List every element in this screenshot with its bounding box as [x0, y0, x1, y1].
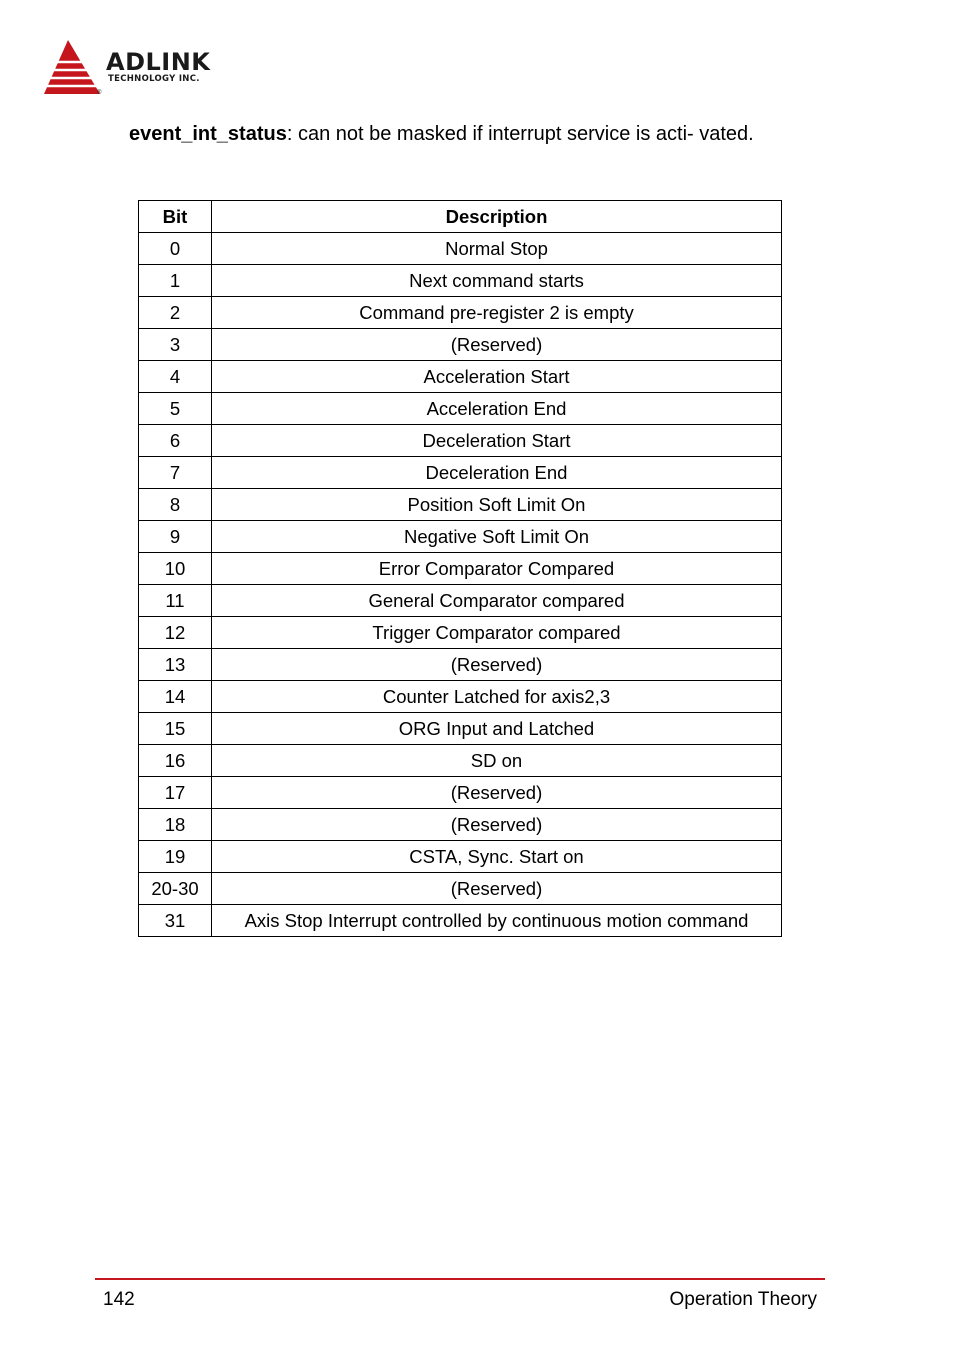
description-cell: (Reserved): [212, 777, 782, 809]
bit-cell: 9: [139, 521, 212, 553]
description-cell: (Reserved): [212, 809, 782, 841]
table-row: [139, 681, 782, 713]
table-row: [139, 585, 782, 617]
table-row: [139, 233, 782, 265]
bit-cell: 4: [139, 361, 212, 393]
table-row: [139, 329, 782, 361]
table-row: [139, 745, 782, 777]
bit-cell: 5: [139, 393, 212, 425]
description-cell: Command pre-register 2 is empty: [212, 297, 782, 329]
intro-paragraph: [129, 121, 792, 148]
description-cell: CSTA, Sync. Start on: [212, 841, 782, 873]
description-cell: (Reserved): [212, 873, 782, 905]
table-row: [139, 713, 782, 745]
bit-cell: 17: [139, 777, 212, 809]
bit-cell: 31: [139, 905, 212, 937]
description-cell: (Reserved): [212, 329, 782, 361]
table-row: [139, 649, 782, 681]
description-cell: SD on: [212, 745, 782, 777]
bit-cell: 16: [139, 745, 212, 777]
bit-cell: 0: [139, 233, 212, 265]
intro-text: : can not be masked if interrupt service is acti- vated.: [286, 123, 754, 145]
description-cell: Deceleration End: [212, 457, 782, 489]
brand-subtitle: TECHNOLOGY INC.: [108, 74, 200, 84]
table-row: [139, 489, 782, 521]
table-row: [139, 905, 782, 937]
adlink-logo: [42, 38, 242, 100]
bit-cell: 11: [139, 585, 212, 617]
table-row: [139, 809, 782, 841]
page-number: 142: [103, 1289, 135, 1310]
bit-cell: 2: [139, 297, 212, 329]
table-row: [139, 873, 782, 905]
table-row: [139, 841, 782, 873]
bit-cell: 6: [139, 425, 212, 457]
table-row: [139, 553, 782, 585]
footer-divider: [95, 1278, 825, 1280]
description-cell: (Reserved): [212, 649, 782, 681]
intro-term: event_int_status: [129, 123, 287, 145]
bit-cell: 13: [139, 649, 212, 681]
description-cell: Axis Stop Interrupt controlled by continuous motion command: [212, 905, 782, 937]
table-header-row: [139, 201, 782, 233]
description-cell: Deceleration Start: [212, 425, 782, 457]
description-cell: Acceleration Start: [212, 361, 782, 393]
description-cell: Negative Soft Limit On: [212, 521, 782, 553]
bit-cell: 7: [139, 457, 212, 489]
header-description: Description: [212, 201, 782, 233]
description-cell: Counter Latched for axis2,3: [212, 681, 782, 713]
description-cell: Error Comparator Compared: [212, 553, 782, 585]
description-cell: Acceleration End: [212, 393, 782, 425]
bit-cell: 12: [139, 617, 212, 649]
brand-name: ADLINK: [106, 48, 211, 76]
bit-cell: 19: [139, 841, 212, 873]
bit-cell: 18: [139, 809, 212, 841]
table-row: [139, 777, 782, 809]
registered-mark: ®: [97, 90, 102, 96]
table-row: [139, 617, 782, 649]
bit-cell: 10: [139, 553, 212, 585]
bit-cell: 1: [139, 265, 212, 297]
bit-cell: 8: [139, 489, 212, 521]
section-name: Operation Theory: [669, 1289, 817, 1310]
description-cell: General Comparator compared: [212, 585, 782, 617]
event-int-status-table: [138, 200, 782, 937]
bit-cell: 20-30: [139, 873, 212, 905]
table-row: [139, 425, 782, 457]
table-body: [139, 233, 782, 937]
description-cell: ORG Input and Latched: [212, 713, 782, 745]
table-row: [139, 265, 782, 297]
table-row: [139, 297, 782, 329]
bit-cell: 14: [139, 681, 212, 713]
table-row: [139, 393, 782, 425]
description-cell: Position Soft Limit On: [212, 489, 782, 521]
description-cell: Trigger Comparator compared: [212, 617, 782, 649]
bit-cell: 15: [139, 713, 212, 745]
table-row: [139, 361, 782, 393]
table-row: [139, 521, 782, 553]
header-bit: Bit: [139, 201, 212, 233]
table-row: [139, 457, 782, 489]
description-cell: Normal Stop: [212, 233, 782, 265]
adlink-triangle-icon: [42, 38, 104, 98]
bit-cell: 3: [139, 329, 212, 361]
description-cell: Next command starts: [212, 265, 782, 297]
